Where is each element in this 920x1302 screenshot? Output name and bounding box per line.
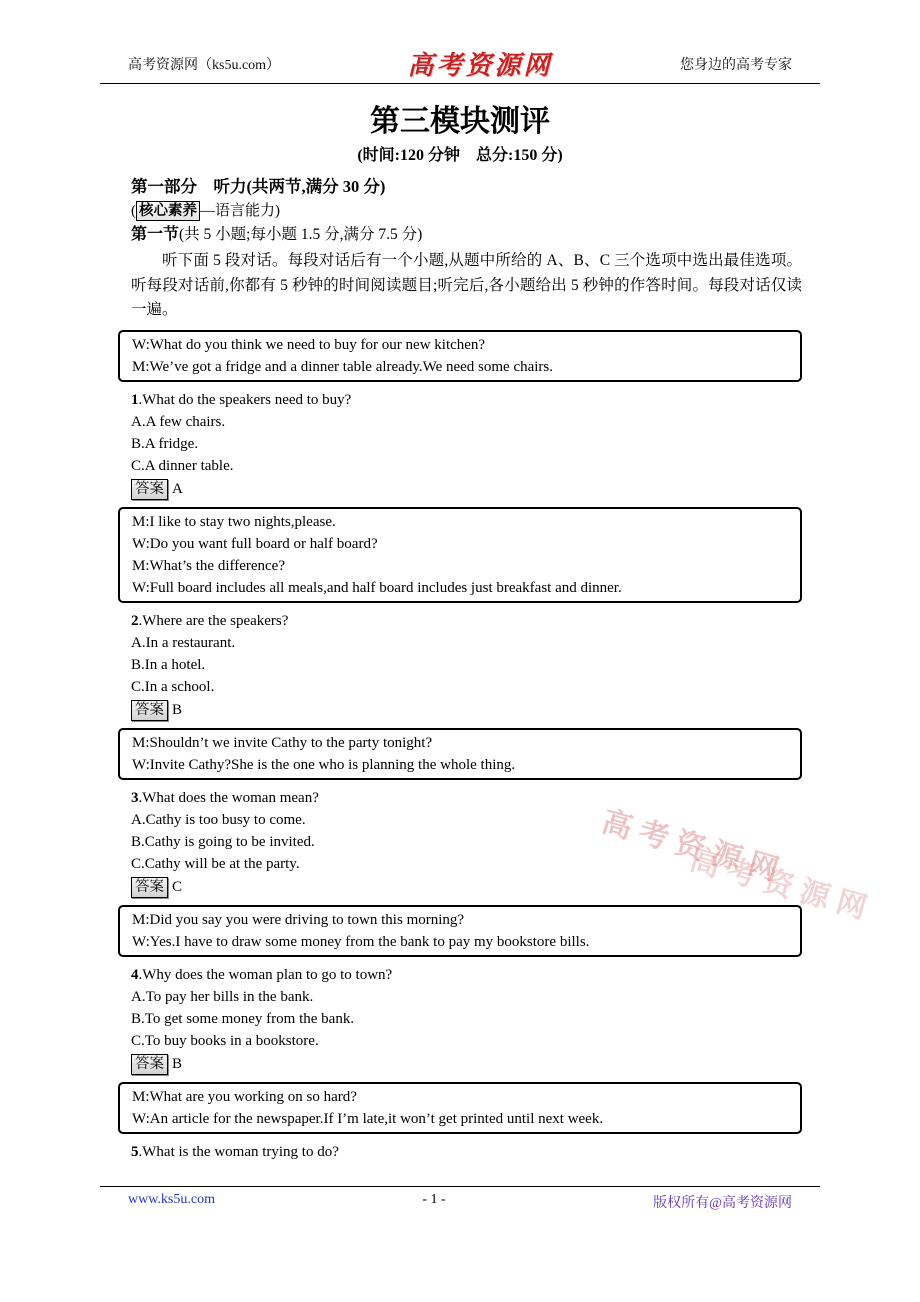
answer-value: B [172, 702, 183, 718]
page-footer [100, 1186, 820, 1212]
answer-label-badge: 答案 [131, 479, 168, 500]
competency-open-paren: ( [131, 203, 136, 219]
answer-value: C [172, 879, 183, 895]
answer-row [131, 877, 802, 899]
dialogue-box [118, 330, 802, 382]
page-header [100, 50, 820, 84]
question-text: 4.Why does the woman plan to go to town? [131, 966, 393, 983]
question-number: 5 [131, 1143, 139, 1160]
page-title: 第三模块测评 [370, 105, 550, 138]
dialogue-line: W:Yes.I have to draw some money from the bank to pay my bookstore bills. [132, 933, 590, 950]
dialogue-line: W:An article for the newspaper.If I’m late,it won’t get printed until next week. [132, 1110, 604, 1127]
page-number: - 1 - [422, 1192, 446, 1207]
dialogue-line: W:Invite Cathy?She is the one who is planning the whole thing. [132, 756, 516, 773]
answer-option: A.Cathy is too busy to come. [131, 811, 306, 828]
answer-option: C.In a school. [131, 678, 215, 695]
dialogue-line: W:What do you think we need to buy for our new kitchen? [132, 336, 486, 353]
answer-option: B.Cathy is going to be invited. [131, 833, 315, 850]
answer-option: A.In a restaurant. [131, 634, 236, 651]
section-heading-name: 第一节 [131, 226, 180, 243]
dialogue-box [118, 507, 802, 603]
site-logo: 高考资源网 [407, 51, 553, 80]
answer-value: A [172, 481, 183, 497]
dialogue-line: M:Shouldn’t we invite Cathy to the party tonight? [132, 734, 433, 751]
answer-option: C.To buy books in a bookstore. [131, 1032, 319, 1049]
answer-option: A.A few chairs. [131, 413, 226, 430]
answer-label-badge: 答案 [131, 1054, 168, 1075]
answer-value: B [172, 1056, 183, 1072]
section-heading [131, 223, 802, 247]
part-heading-detail: (共两节,满分 30 分) [246, 177, 386, 196]
answer-option: C.A dinner table. [131, 457, 234, 474]
dialogue-box [118, 905, 802, 957]
dialogue-line: M:Did you say you were driving to town this morning? [132, 911, 465, 928]
answer-option: A.To pay her bills in the bank. [131, 988, 314, 1005]
exam-meta: (时间:120 分钟 总分:150 分) [357, 147, 563, 164]
watermark-text: 高考资源网 [598, 805, 790, 890]
copyright-notice: 版权所有@高考资源网 [653, 1196, 792, 1211]
answer-label-badge: 答案 [131, 700, 168, 721]
answer-option: C.Cathy will be at the party. [131, 855, 300, 872]
competency-badge: 核心素养 [136, 201, 200, 221]
footer-site-link[interactable]: www.ks5u.com [128, 1192, 215, 1207]
question-number: 1 [131, 391, 139, 408]
question-text: 2.Where are the speakers? [131, 612, 289, 629]
question-text: 5.What is the woman trying to do? [131, 1143, 339, 1160]
question-number: 2 [131, 612, 139, 629]
listening-instructions: 听下面 5 段对话。每段对话后有一个小题,从题中所给的 A、B、C 三个选项中选出最佳选项。听每段对话前,你都有 5 秒钟的时间阅读题目;听完后,各小题给出 5 秒钟的作答时间。每段对话仅读一遍。 [131, 252, 802, 318]
site-name: 高考资源网（ks5u.com） [128, 57, 281, 73]
answer-row [131, 1054, 802, 1076]
dialogue-line: W:Do you want full board or half board? [132, 535, 378, 552]
dialogue-box [118, 1082, 802, 1134]
question-number: 3 [131, 789, 139, 806]
question-list [118, 330, 802, 1163]
question-text: 1.What do the speakers need to buy? [131, 391, 352, 408]
dialogue-box [118, 728, 802, 780]
watermark-text: 高考资源网 [686, 843, 878, 928]
question-text: 3.What does the woman mean? [131, 789, 319, 806]
dialogue-line: M:We’ve got a fridge and a dinner table already.We need some chairs. [132, 358, 554, 375]
dialogue-line: M:What are you working on so hard? [132, 1088, 357, 1105]
competency-detail: —语言能力) [200, 203, 280, 219]
competency-line [131, 199, 802, 223]
dialogue-line: M:What’s the difference? [132, 557, 285, 574]
dialogue-line: M:I like to stay two nights,please. [132, 513, 336, 530]
answer-option: B.A fridge. [131, 435, 199, 452]
question-number: 4 [131, 966, 139, 983]
answer-option: B.In a hotel. [131, 656, 206, 673]
answer-row [131, 479, 802, 501]
site-slogan: 您身边的高考专家 [679, 57, 792, 73]
document-body [118, 92, 802, 1163]
answer-option: B.To get some money from the bank. [131, 1010, 355, 1027]
dialogue-line: W:Full board includes all meals,and half board includes just breakfast and dinner. [132, 579, 622, 596]
part-heading [131, 174, 802, 199]
answer-row [131, 700, 802, 722]
answer-label-badge: 答案 [131, 877, 168, 898]
part-heading-name: 第一部分 听力 [131, 177, 247, 196]
section-heading-detail: (共 5 小题;每小题 1.5 分,满分 7.5 分) [179, 226, 423, 243]
